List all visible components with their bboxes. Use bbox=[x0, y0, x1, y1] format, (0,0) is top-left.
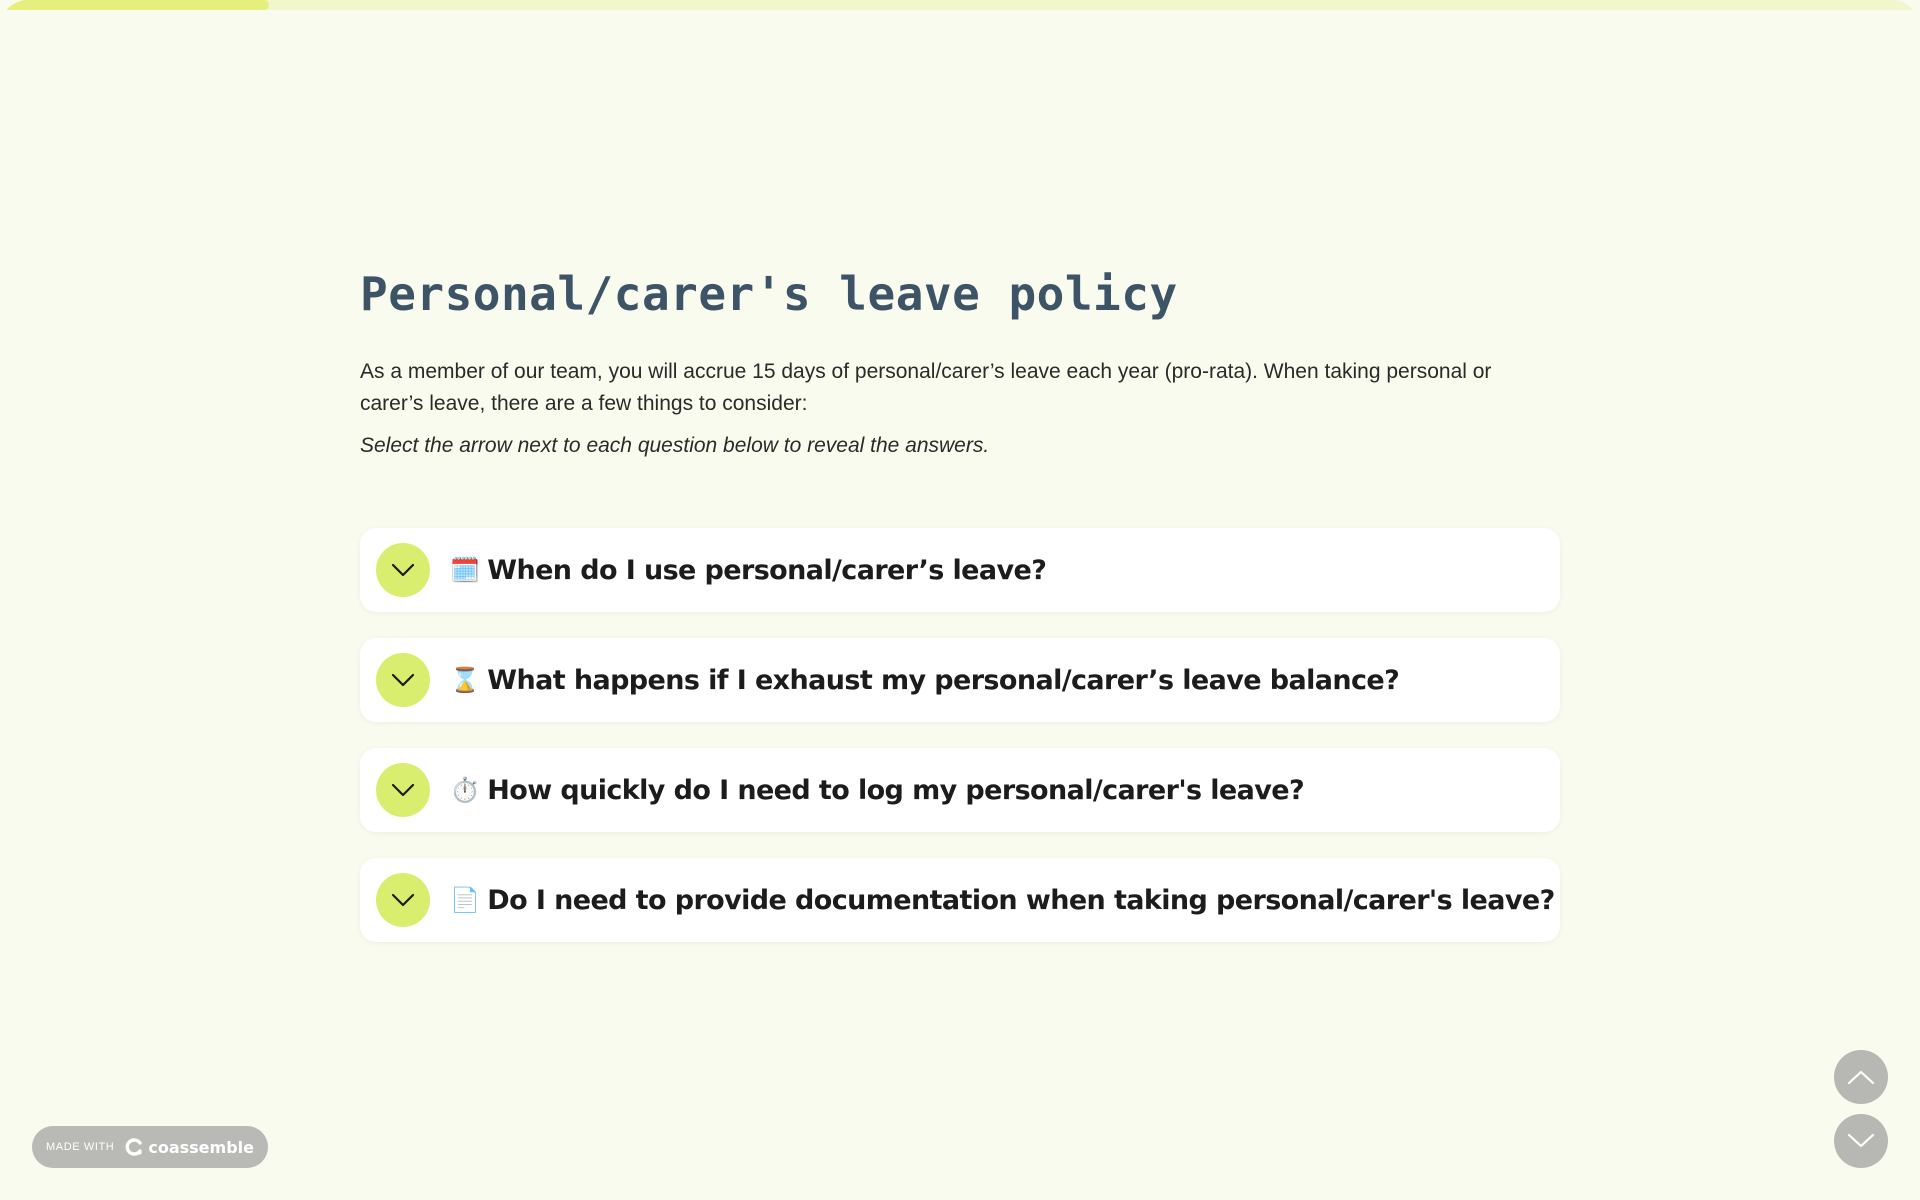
accordion-item[interactable] bbox=[360, 858, 1560, 942]
calendar-icon: 🗓️ bbox=[450, 556, 480, 584]
expand-toggle-button[interactable] bbox=[376, 873, 430, 927]
accordion bbox=[360, 528, 1560, 942]
chevron-up-icon bbox=[1847, 1069, 1875, 1085]
accordion-item-label: How quickly do I need to log my personal/carer's leave? bbox=[487, 774, 1305, 806]
stopwatch-icon: ⏱️ bbox=[450, 776, 480, 804]
lesson-content bbox=[360, 262, 1560, 968]
accordion-item[interactable] bbox=[360, 748, 1560, 832]
instruction-text: Select the arrow next to each question below to reveal the answers. bbox=[360, 434, 990, 457]
chevron-down-icon bbox=[391, 783, 415, 797]
accordion-item-label: Do I need to provide documentation when taking personal/carer's leave? bbox=[487, 884, 1555, 916]
accordion-item-label: What happens if I exhaust my personal/carer’s leave balance? bbox=[487, 664, 1400, 696]
progress-bar-fill bbox=[0, 0, 269, 10]
expand-toggle-button[interactable] bbox=[376, 653, 430, 707]
chevron-down-icon bbox=[391, 563, 415, 577]
accordion-item[interactable] bbox=[360, 638, 1560, 722]
progress-bar bbox=[0, 0, 1920, 10]
expand-toggle-button[interactable] bbox=[376, 763, 430, 817]
accordion-item[interactable] bbox=[360, 528, 1560, 612]
accordion-item-label: When do I use personal/carer’s leave? bbox=[487, 554, 1047, 586]
hourglass-icon: ⌛ bbox=[450, 666, 480, 694]
coassemble-logo-icon bbox=[124, 1137, 144, 1157]
scroll-down-button[interactable] bbox=[1834, 1114, 1888, 1168]
chevron-down-icon bbox=[1847, 1133, 1875, 1149]
made-with-label: MADE WITH bbox=[46, 1141, 115, 1153]
scroll-up-button[interactable] bbox=[1834, 1050, 1888, 1104]
document-icon: 📄 bbox=[450, 886, 480, 914]
expand-toggle-button[interactable] bbox=[376, 543, 430, 597]
brand-name: coassemble bbox=[148, 1137, 254, 1157]
made-with-badge[interactable] bbox=[32, 1126, 268, 1168]
chevron-down-icon bbox=[391, 893, 415, 907]
intro-text: As a member of our team, you will accrue 15 days of personal/carer’s leave each year (pro-rata). When taking personal or carer’s leave, there are a few things to consider: bbox=[360, 360, 1492, 415]
page-title: Personal/carer's leave policy bbox=[360, 267, 1178, 321]
chevron-down-icon bbox=[391, 673, 415, 687]
